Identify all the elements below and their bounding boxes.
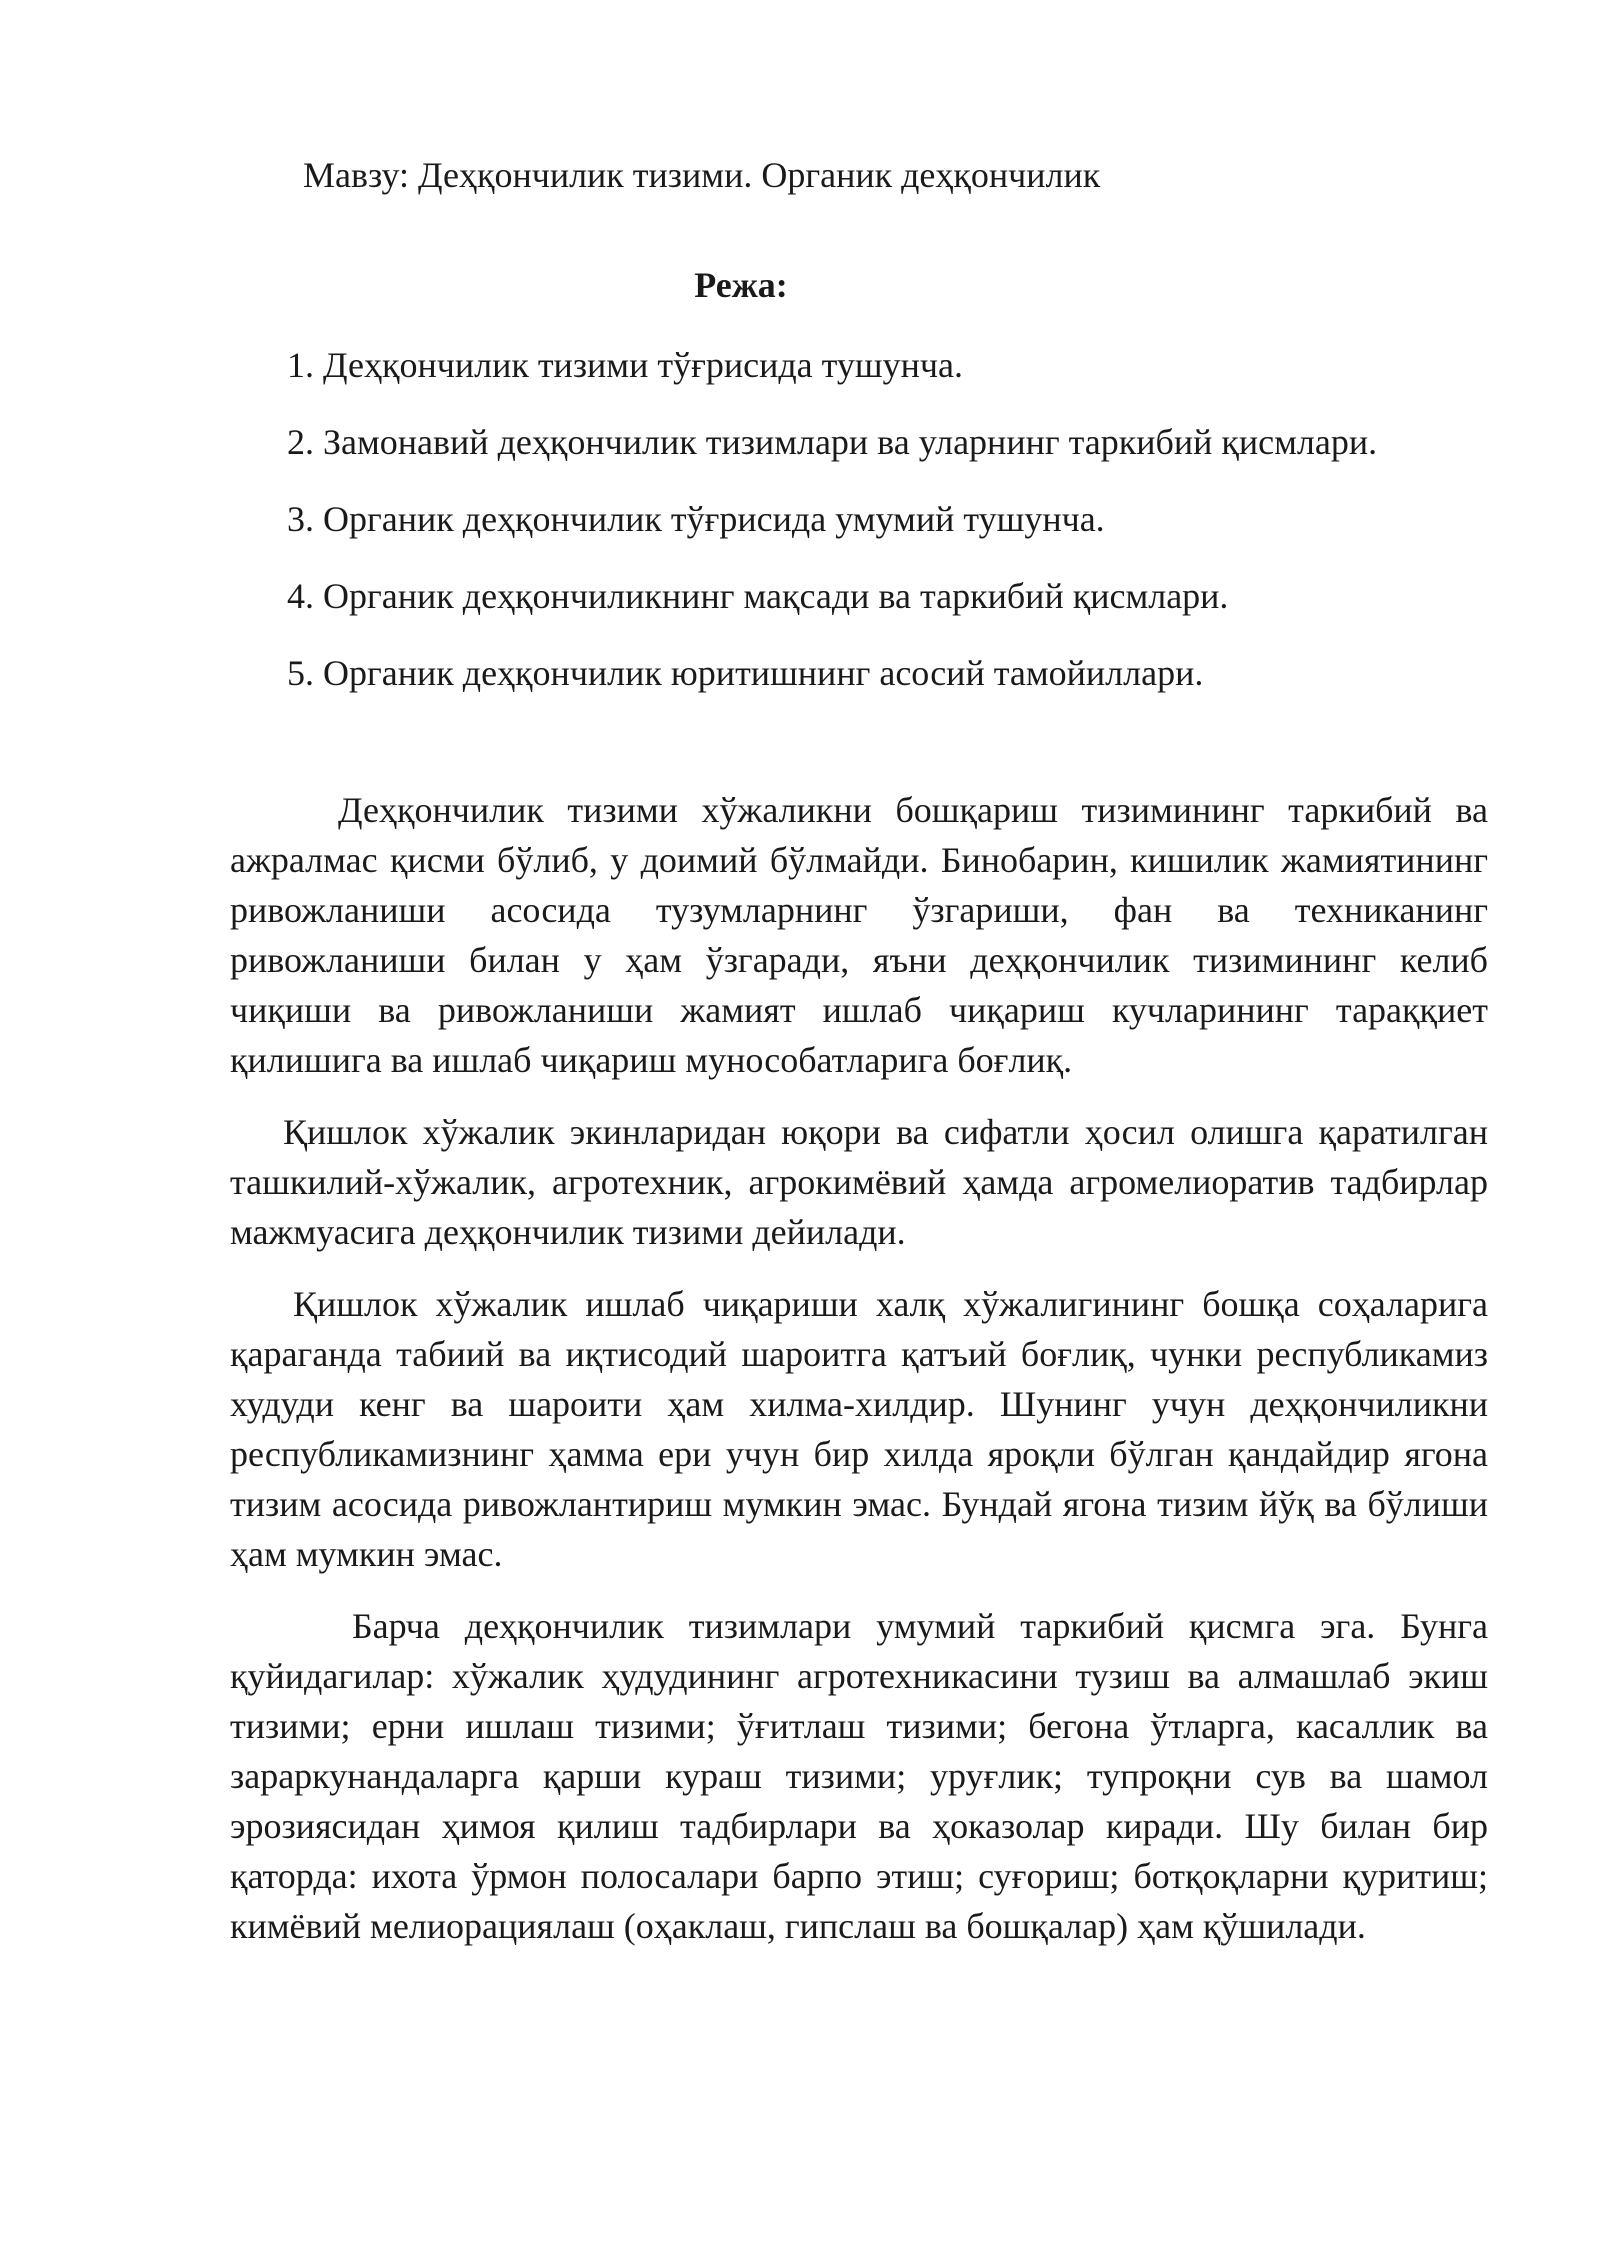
document-topic: Мавзу: Деҳқончилик тизими. Органик деҳқончилик — [303, 155, 1101, 195]
plan-item: 4. Органик деҳқончиликнинг мақсади ва таркибий қисмлари. — [287, 576, 1229, 616]
paragraph: Қишлок хўжалик ишлаб чиқариши халқ хўжалигининг бошқа соҳаларига қараганда табиий ва иқтисодий шароитга қатъий боғлиқ, чунки республикамиз худуди кенг ва шароити ҳам хилма-хилдир. Шунинг учун деҳқончиликни республикамизнинг ҳамма ери учун бир хилда яроқли бўлган қандайдир ягона тизим асосида ривожлантириш мумкин эмас. Бундай ягона тизим йўқ ва бўлиши ҳам мумкин эмас. — [230, 1284, 1488, 1574]
plan-item: 2. Замонавий деҳқончилик тизимлари ва уларнинг таркибий қисмлари. — [287, 422, 1378, 462]
plan-item: 3. Органик деҳқончилик тўғрисида умумий тушунча. — [287, 499, 1105, 539]
body-text — [230, 785, 1488, 1973]
paragraph: Қишлок хўжалик экинларидан юқори ва сифатли ҳосил олишга қаратилган ташкилий-хўжалик, агротехник, агрокимёвий ҳамда агромелиоратив тадбирлар мажмуасига деҳқончилик тизими дейилади. — [230, 1112, 1488, 1252]
plan-list — [287, 340, 1377, 725]
plan-item: 1. Деҳқончилик тизими тўғрисида тушунча. — [287, 345, 963, 385]
plan-item: 5. Органик деҳқончилик юритишнинг асосий тамойиллари. — [287, 653, 1204, 693]
paragraph: Деҳқончилик тизими хўжаликни бошқариш тизимининг таркибий ва ажралмас қисми бўлиб, у доимий бўлмайди. Бинобарин, кишилик жамиятининг ривожланиши асосида тузумларнинг ўзгариши, фан ва техниканинг ривожланиши билан у ҳам ўзгаради, яъни деҳқончилик тизимининг келиб чиқиши ва ривожланиши жамият ишлаб чиқариш кучларининг тараққиет қилишига ва ишлаб чиқариш мунособатларига боғлиқ. — [230, 790, 1488, 1080]
paragraph: Барча деҳқончилик тизимлари умумий таркибий қисмга эга. Бунга қуйидагилар: хўжалик ҳудудининг агротехникасини тузиш ва алмашлаб экиш тизими; ерни ишлаш тизими; ўғитлаш тизими; бегона ўтларга, касаллик ва зараркунандаларга қарши кураш тизими; уруғлик; тупроқни сув ва шамол эрозиясидан ҳимоя қилиш тадбирлари ва ҳоказолар киради. Шу билан бир қаторда: ихота ўрмон полосалари барпо этиш; суғориш; ботқоқларни қуритиш; кимёвий мелиорациялаш (оҳаклаш, гипслаш ва бошқалар) ҳам қўшилади. — [230, 1606, 1488, 1946]
plan-heading: Режа: — [694, 265, 788, 305]
